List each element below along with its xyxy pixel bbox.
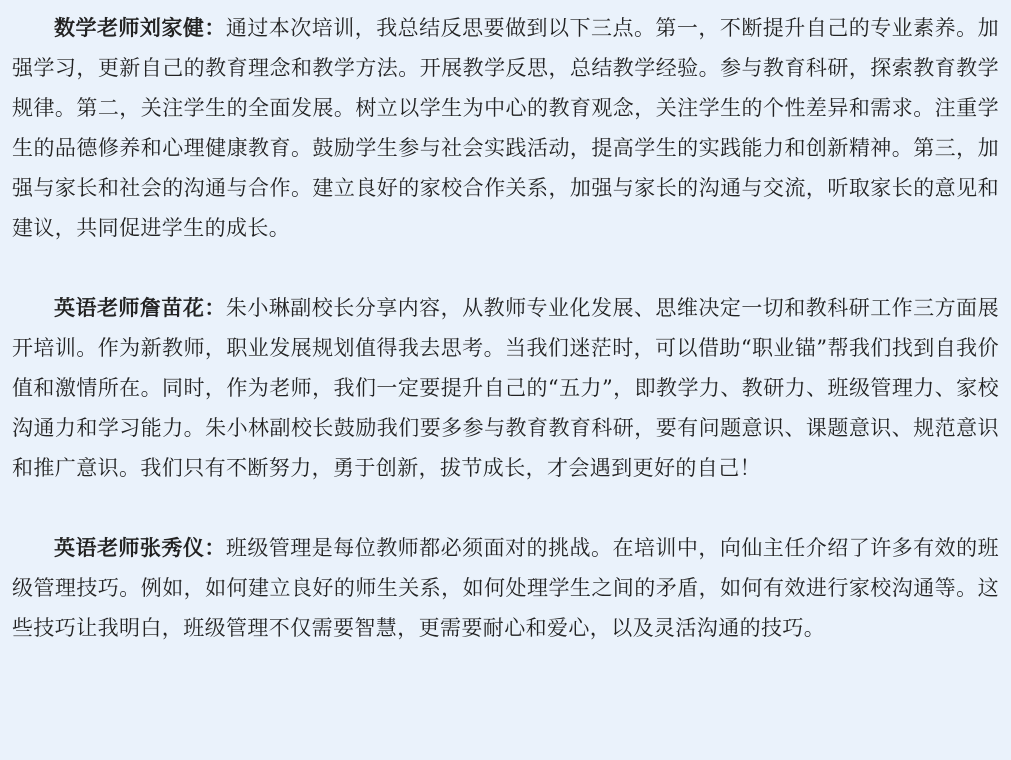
- speaker-label: 数学老师刘家健：: [54, 15, 226, 40]
- speaker-label: 英语老师张秀仪：: [54, 535, 226, 560]
- reflection-paragraph-math-teacher: [12, 8, 999, 248]
- paragraph-text: 班级管理是每位教师都必须面对的挑战。在培训中，向仙主任介绍了许多有效的班级管理技巧。例如，如何建立良好的师生关系，如何处理学生之间的矛盾，如何有效进行家校沟通等。这些技巧让我明白，班级管理不仅需要智慧，更需要耐心和爱心，以及灵活沟通的技巧。: [12, 536, 1000, 640]
- reflection-paragraph-english-teacher-zhan: [12, 288, 999, 488]
- reflection-paragraph-english-teacher-zhang: [12, 528, 999, 648]
- paragraph-text: 朱小琳副校长分享内容，从教师专业化发展、思维决定一切和教科研工作三方面展开培训。作为新教师，职业发展规划值得我去思考。当我们迷茫时，可以借助“职业锚”帮我们找到自我价值和激情所在。同时，作为老师，我们一定要提升自己的“五力”，即教学力、教研力、班级管理力、家校沟通力和学习能力。朱小林副校长鼓励我们要多参与教育教育科研，要有问题意识、课题意识、规范意识和推广意识。我们只有不断努力，勇于创新，拔节成长，才会遇到更好的自己！: [12, 296, 1000, 480]
- paragraph-text: 通过本次培训，我总结反思要做到以下三点。第一，不断提升自己的专业素养。加强学习，更新自己的教育理念和教学方法。开展教学反思，总结教学经验。参与教育科研，探索教育教学规律。第二，关注学生的全面发展。树立以学生为中心的教育观念，关注学生的个性差异和需求。注重学生的品德修养和心理健康教育。鼓励学生参与社会实践活动，提高学生的实践能力和创新精神。第三，加强与家长和社会的沟通与合作。建立良好的家校合作关系，加强与家长的沟通与交流，听取家长的意见和建议，共同促进学生的成长。: [12, 16, 1000, 240]
- speaker-label: 英语老师詹苗花：: [54, 295, 226, 320]
